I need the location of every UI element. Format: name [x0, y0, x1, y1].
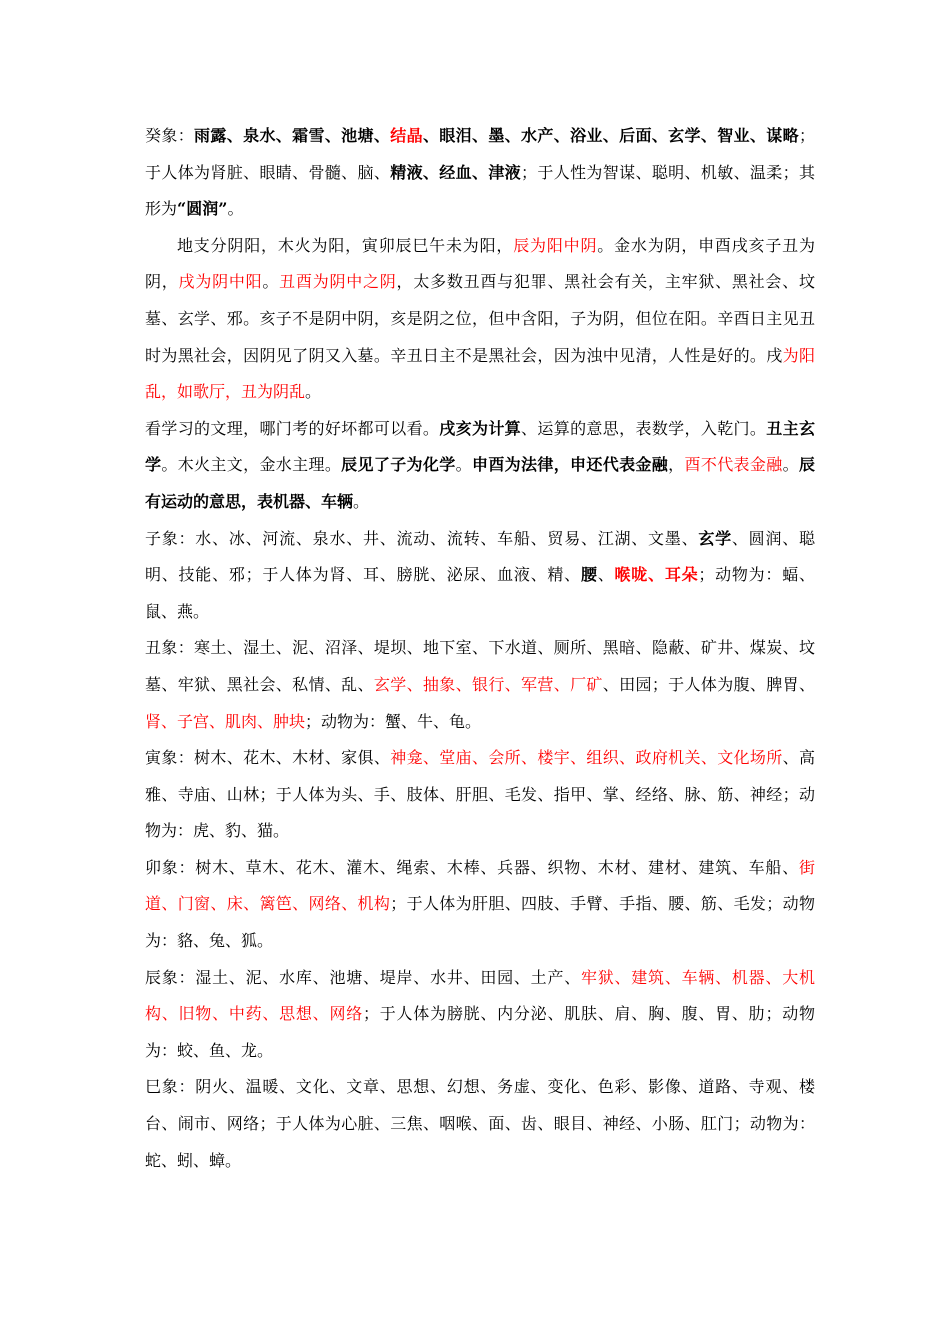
study-highlight-finance: 酉不代表金融	[684, 455, 783, 475]
zi-text-3: 、	[597, 565, 615, 585]
study-bold-law: 申酉为法律，申还代表金融	[471, 455, 669, 475]
yin-highlight: 神龛、堂庙、会所、楼宇、组织、政府机关、文化场所	[390, 748, 783, 768]
chen-highlight: 牢狱、建筑、车辆、机器、大机构、旧物、中药、思想、网络	[145, 967, 815, 1024]
chen-text-2: ；于人体为膀胱、内分泌、肌肤、肩、胸、腹、胃、肋；动物为：蛟、鱼、龙。	[145, 1004, 815, 1060]
gui-body-fluids: 精液、经血、津液	[390, 162, 522, 182]
study-bold-motion: 辰有运动的意思，表机器、车辆	[145, 455, 815, 511]
zi-highlight-throat-ear: 喉咙、耳朵	[614, 565, 699, 585]
study-text-6: 。	[782, 455, 799, 475]
zi-text-1: 子象：水、冰、河流、泉水、井、流动、流转、车船、贸易、江湖、文墨、	[145, 528, 699, 548]
paragraph-yin	[145, 740, 815, 850]
yinyang-highlight-chaos: 为阳乱，如歌厅，丑为阴乱	[145, 345, 815, 402]
study-text-2: 、运算的意思，表数学，入乾门。	[521, 418, 767, 438]
yin-text-2: 、高雅、寺庙、山林；于人体为头、手、肢体、肝胆、毛发、指甲、掌、经络、脉、筋、神经；动物为：虎、豹、猫。	[145, 748, 815, 841]
study-text-3: 。木火主文，金水主理。	[161, 455, 342, 475]
zi-text-2: 、圆润、聪明、技能、邪；于人体为肾、耳、膀胱、泌尿、血液、精、	[145, 528, 815, 585]
chou-text-3: ；动物为：蟹、牛、龟。	[305, 711, 482, 731]
gui-personality-text: ；于人性为智谋、聪明、机敏、温柔；其形为	[145, 162, 815, 219]
yin-text-1: 寅象：树木、花木、木材、家俱、	[145, 748, 391, 768]
si-text: 巳象：阴火、温暖、文化、文章、思想、幻想、务虚、变化、色彩、影像、道路、寺观、楼台、闹市、网络；于人体为心脏、三焦、咽喉、面、齿、眼目、神经、小肠、肛门；动物为：蛇、蚓、蟑。	[145, 1077, 815, 1170]
zi-bold-mystic: 玄学	[698, 528, 732, 548]
zi-bold-waist: 腰	[580, 565, 598, 585]
chou-text-2: 、田园；于人体为腹、脾胃、	[602, 674, 815, 694]
gui-images-2: 、眼泪、墨、水产、浴业、后面、玄学、智业、谋略	[422, 126, 799, 145]
paragraph-si	[145, 1069, 815, 1179]
yinyang-text-3: 。	[262, 272, 280, 292]
zi-text-4: ；动物为：蝠、鼠、燕。	[145, 565, 815, 621]
yinyang-text-4: ，太多数丑酉与犯罪、黑社会有关，主牢狱、黑社会、坟墓、玄学、邪。亥子不是阴中阴，亥是阴之位，但中含阳，子为阴，但位在阳。辛酉日主见丑时为黑社会，因阴见了阴又入墓。辛丑日主不是黑社会，因为浊中见清，人性是好的。戌	[145, 272, 815, 365]
paragraph-gui	[145, 118, 815, 228]
study-bold-chemistry: 辰见了子为化学	[341, 455, 456, 475]
yinyang-highlight-chouyou: 丑酉为阴中之阴	[279, 272, 397, 292]
study-bold-calc: 戌亥为计算	[439, 418, 522, 438]
paragraph-yinyang	[145, 228, 815, 411]
yinyang-text-2: 。金水为阴，申酉戌亥子丑为阴，	[145, 235, 815, 292]
chen-text-1: 辰象：湿土、泥、水库、池塘、堤岸、水井、田园、土产、	[145, 967, 581, 987]
document-body	[145, 118, 815, 1179]
gui-body-text: ；于人体为肾脏、眼睛、骨髓、脑、	[145, 126, 815, 182]
yinyang-highlight-xu: 戌为阴中阳	[178, 272, 263, 292]
paragraph-chou	[145, 630, 815, 740]
gui-images-1: 雨露、泉水、霜雪、池塘、	[194, 126, 391, 145]
paragraph-zi	[145, 521, 815, 631]
yinyang-text-1: 地支分阴阳，木火为阳，寅卯辰巳午未为阳，	[177, 235, 514, 255]
gui-highlight-crystal: 结晶	[390, 126, 423, 145]
mao-highlight: 街道、门窗、床、篱笆、网络、机构	[145, 857, 815, 914]
study-text-1: 看学习的文理，哪门考的好坏都可以看。	[145, 418, 440, 438]
study-text-4: 。	[455, 455, 472, 475]
gui-end: 。	[227, 199, 244, 219]
paragraph-chen	[145, 960, 815, 1070]
gui-label: 癸象：	[145, 126, 195, 145]
paragraph-study	[145, 411, 815, 521]
mao-text-1: 卯象：树木、草木、花木、灌木、绳索、木棒、兵器、织物、木材、建材、建筑、车船、	[145, 857, 799, 877]
chou-text-1: 丑象：寒土、湿土、泥、沼泽、堤坝、地下室、下水道、厕所、黑暗、隐蔽、矿井、煤炭、坟墓、牢狱、黑社会、私情、乱、	[145, 638, 815, 694]
study-end: 。	[353, 491, 370, 511]
yinyang-highlight-chen: 辰为阳中阴	[513, 235, 598, 255]
gui-shape: “圆润”	[177, 199, 228, 219]
study-bold-mystic: 丑主玄学	[145, 418, 815, 475]
paragraph-mao	[145, 850, 815, 960]
study-text-5: ，	[668, 455, 685, 475]
yinyang-end: 。	[305, 382, 322, 402]
mao-text-2: ；于人体为肝胆、四肢、手臂、手指、腰、筋、毛发；动物为：貉、兔、狐。	[145, 894, 815, 951]
chou-highlight-1: 玄学、抽象、银行、军营、厂矿	[373, 674, 603, 694]
chou-highlight-2: 肾、子宫、肌肉、肿块	[145, 711, 306, 731]
